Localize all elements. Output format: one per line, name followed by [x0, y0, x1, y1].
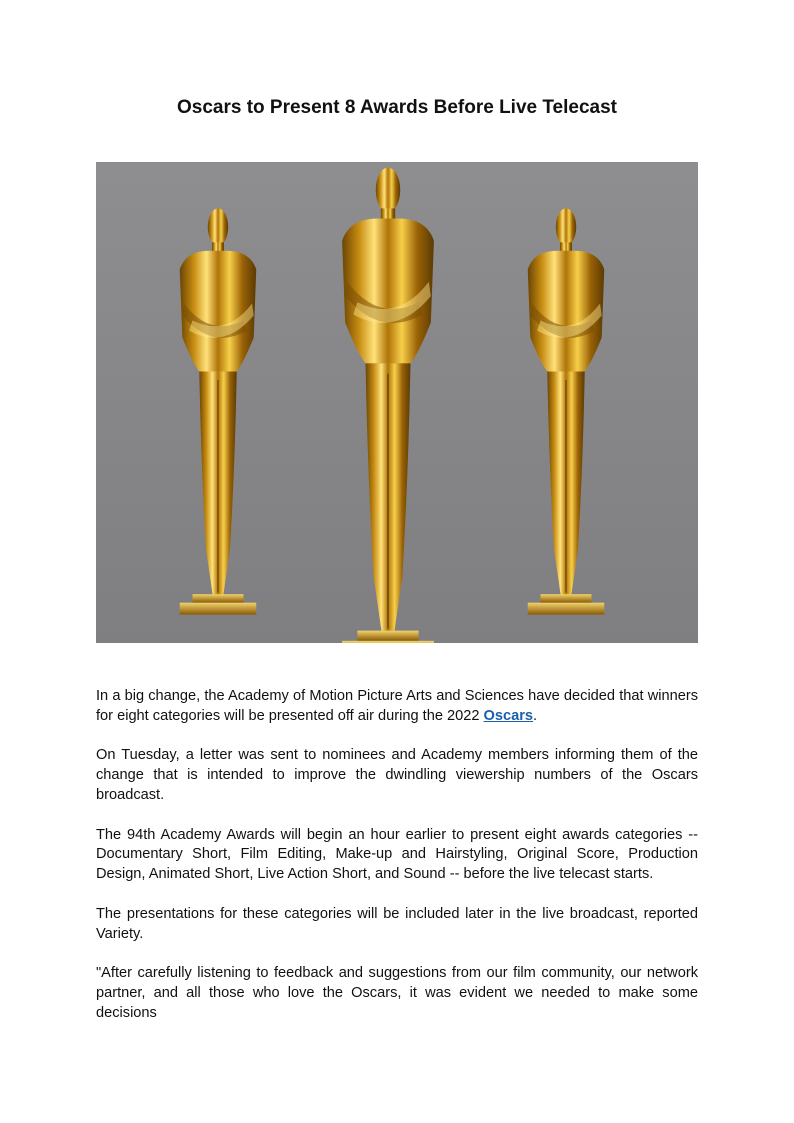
paragraph-3: The 94th Academy Awards will begin an hour earlier to present eight awards categories -- Documentary Short, Film Editing, Make-up and Hairstyling, Original Score, Production Design, Animated Short, Live Action Short, and Sound -- before the live telecast starts.	[96, 826, 698, 883]
oscar-statuettes-photo	[96, 162, 698, 643]
article-body	[96, 687, 698, 1043]
paragraph-1-end: .	[533, 707, 538, 724]
paragraph-4: The presentations for these categories will be included later in the live broadcast, reported Variety.	[96, 905, 698, 942]
oscars-link[interactable]: Oscars	[483, 707, 534, 724]
paragraph-1	[96, 687, 698, 727]
paragraph-2: On Tuesday, a letter was sent to nominees and Academy members informing them of the change that is intended to improve the dwindling viewership numbers of the Oscars broadcast.	[96, 747, 698, 803]
paragraph-5: "After carefully listening to feedback and suggestions from our film community, our network partner, and all those who love the Oscars, it was evident we needed to make some decisions	[96, 965, 698, 1021]
page-title: Oscars to Present 8 Awards Before Live Telecast	[176, 97, 617, 118]
paragraph-1-text: In a big change, the Academy of Motion Picture Arts and Sciences have decided that winners for eight categories will be presented off air during the 2022	[96, 688, 698, 724]
